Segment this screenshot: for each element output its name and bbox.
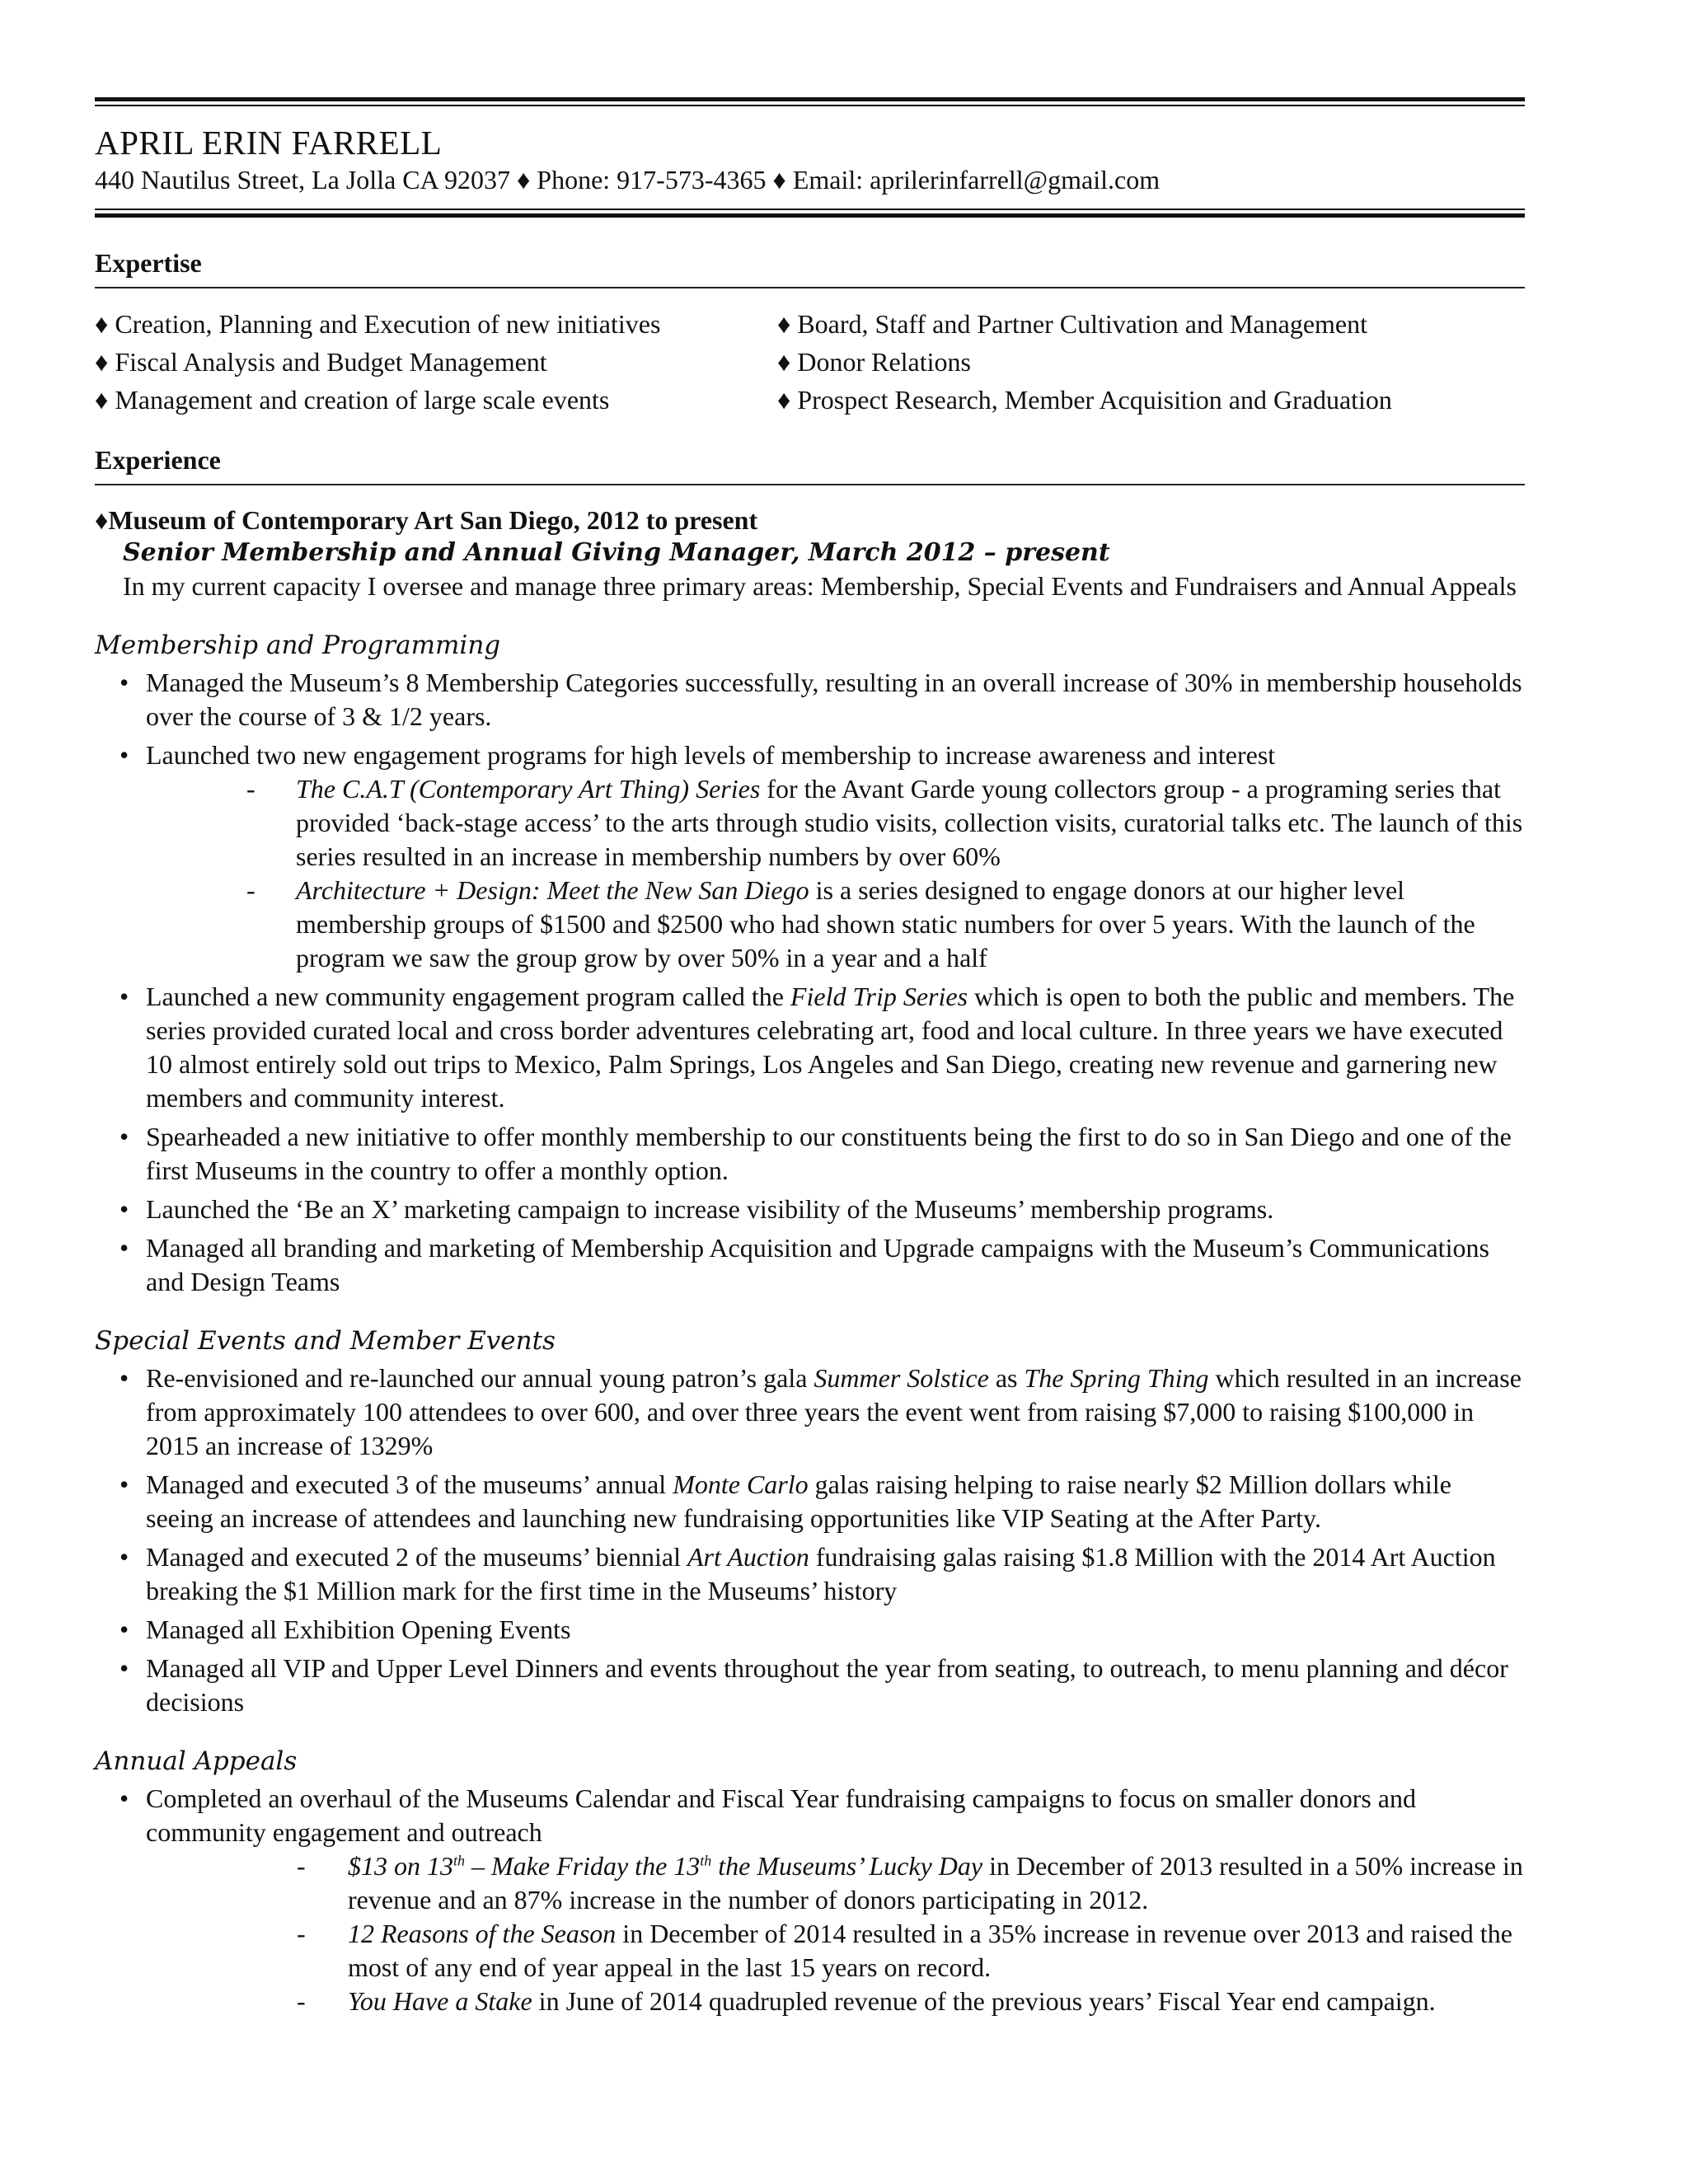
expertise-heading: Expertise — [95, 248, 202, 278]
list-item — [95, 980, 1525, 1115]
sub-list-text: in December of 2013 resulted in a 50% increase in revenue and an 87% increase in the number of donors participating in 2012. — [348, 1851, 1523, 1915]
list-item-text: which is open to both the public and members. The series provided curated local and cross border adventures celebrating art, food and local culture. In three years we have executed 10 almost entirely sold out trips to Mexico, Palm Springs, Los Angeles and San Diego, creating new revenue and garnering new members and community interest. — [146, 982, 1515, 1113]
contact-line: 440 Nautilus Street, La Jolla CA 92037 ♦ Phone: 917-573-4365 ♦ Email: aprilerinfarrell@gmail.com — [95, 165, 1160, 194]
expertise-item: ♦ Board, Staff and Partner Cultivation and Management — [777, 309, 1368, 339]
program-title: The C.A.T (Contemporary Art Thing) Series — [296, 774, 761, 804]
list-item-text: which resulted in an increase from approximately 100 attendees to over 600, and over three years the event went from raising $7,000 to raising $100,000 in 2015 an increase of 1329% — [146, 1363, 1522, 1460]
experience-heading: Experience — [95, 445, 221, 475]
events-list — [95, 1361, 1525, 1719]
list-item: • Spearheaded a new initiative to offer monthly membership to our constituents being the first to do so in San Diego and one of the first Museums in the country to offer a monthly option. — [95, 1120, 1525, 1188]
sub-list-text: in June of 2014 quadrupled revenue of the previous years’ Fiscal Year end campaign. — [532, 1986, 1436, 2016]
program-title: Architecture + Design: Meet the New San Diego — [296, 875, 809, 905]
list-item-text: as — [988, 1363, 1025, 1393]
list-item-text: Managed and executed 2 of the museums’ biennial — [146, 1542, 687, 1572]
expertise-item: ♦ Donor Relations — [777, 347, 971, 377]
list-item: • Managed all branding and marketing of Membership Acquisition and Upgrade campaigns with the Museum’s Communications and Design Teams — [95, 1231, 1525, 1299]
appeals-list — [95, 1782, 1525, 2018]
events-heading: Special Events and Member Events — [95, 1326, 556, 1356]
ordinal-suffix: th — [453, 1852, 466, 1869]
event-title: The Spring Thing — [1024, 1363, 1209, 1393]
header-bottom-rule-thin — [95, 209, 1525, 210]
campaign-title: You Have a Stake — [348, 1986, 532, 2016]
list-item — [95, 1361, 1525, 1463]
expertise-rule — [95, 287, 1525, 288]
header-top-rule — [95, 97, 1525, 101]
sub-list-text: is a series designed to engage donors at our higher level membership groups of $1500 and $2500 who had shown static numbers for over 5 years. With the launch of the program we saw the group grow by over 50% in a year and a half — [296, 875, 1475, 972]
list-item-text: fundraising galas raising $1.8 Million with the 2014 Art Auction breaking the $1 Million mark for the first time in the Museums’ history — [146, 1542, 1496, 1605]
event-title: Summer Solstice — [814, 1363, 989, 1393]
event-title: Art Auction — [687, 1542, 809, 1572]
sub-list-item — [146, 1917, 1525, 1985]
program-title: Field Trip Series — [790, 982, 968, 1011]
experience-rule — [95, 484, 1525, 485]
campaign-title-part: $13 on 13 — [348, 1851, 453, 1881]
campaign-title: 12 Reasons of the Season — [348, 1919, 617, 1948]
header-bottom-rule — [95, 213, 1525, 218]
list-item-text: galas raising helping to raise nearly $2 Million dollars while seeing an increase of attendees and launching new fundraising opportunities like VIP Seating at the After Party. — [146, 1469, 1451, 1533]
list-item: • Managed the Museum’s 8 Membership Categories successfully, resulting in an overall increase of 30% in membership households over the course of 3 & 1/2 years. — [95, 666, 1525, 733]
role-description: In my current capacity I oversee and manage three primary areas: Membership, Special Events and Fundraisers and Annual Appeals — [123, 571, 1517, 601]
list-item: • Launched the ‘Be an X’ marketing campaign to increase visibility of the Museums’ membership programs. — [95, 1193, 1525, 1226]
sub-list — [146, 1849, 1525, 2018]
list-item — [95, 738, 1525, 975]
sub-list-item — [146, 772, 1525, 874]
list-item-text: Launched two new engagement programs for high levels of membership to increase awareness and interest — [146, 740, 1276, 770]
sub-list-text: in December of 2014 resulted in a 35% increase in revenue over 2013 and raised the most of any end of year appeal in the last 15 years on record. — [348, 1919, 1512, 1982]
list-item — [95, 1540, 1525, 1608]
role-line: Senior Membership and Annual Giving Manager, March 2012 – present — [123, 538, 1110, 567]
list-item-text: Re-envisioned and re-launched our annual young patron’s gala — [146, 1363, 814, 1393]
sub-list — [146, 772, 1525, 975]
list-item-text: Launched a new community engagement program called the — [146, 982, 790, 1011]
expertise-list — [95, 307, 1525, 418]
sub-list-text: for the Avant Garde young collectors group - a programing series that provided ‘back-stage access’ to the arts through studio visits, collection visits, curatorial talks etc. The launch of this series resulted in an increase in membership numbers by over 60% — [296, 774, 1523, 871]
applicant-name: APRIL ERIN FARRELL — [95, 124, 443, 162]
expertise-item: ♦ Creation, Planning and Execution of new initiatives — [95, 309, 661, 339]
list-item: • Managed all Exhibition Opening Events — [95, 1613, 1525, 1647]
employer-line: ♦Museum of Contemporary Art San Diego, 2012 to present — [95, 505, 758, 535]
sub-list-item — [146, 1849, 1525, 1917]
sub-list-item — [146, 874, 1525, 975]
sub-list-item — [146, 1985, 1525, 2018]
list-item-text: Managed and executed 3 of the museums’ annual — [146, 1469, 673, 1499]
membership-list — [95, 666, 1525, 1299]
campaign-title-part: the Museums’ Lucky Day — [711, 1851, 983, 1881]
campaign-title-part: – Make Friday the 13 — [465, 1851, 701, 1881]
expertise-item: ♦ Fiscal Analysis and Budget Management — [95, 347, 547, 377]
list-item — [95, 1782, 1525, 2018]
event-title: Monte Carlo — [673, 1469, 809, 1499]
expertise-item: ♦ Prospect Research, Member Acquisition and Graduation — [777, 385, 1392, 415]
resume-page — [95, 97, 1525, 2023]
header-top-rule-thin — [95, 105, 1525, 106]
appeals-heading: Annual Appeals — [95, 1746, 298, 1776]
list-item: • Managed all VIP and Upper Level Dinners and events throughout the year from seating, to outreach, to menu planning and décor decisions — [95, 1652, 1525, 1719]
expertise-item: ♦ Management and creation of large scale events — [95, 385, 610, 415]
ordinal-suffix: th — [700, 1852, 712, 1869]
list-item — [95, 1468, 1525, 1535]
campaign-title — [348, 1851, 982, 1881]
list-item-text: Completed an overhaul of the Museums Calendar and Fiscal Year fundraising campaigns to focus on smaller donors and community engagement and outreach — [146, 1783, 1416, 1847]
membership-heading: Membership and Programming — [95, 630, 501, 660]
